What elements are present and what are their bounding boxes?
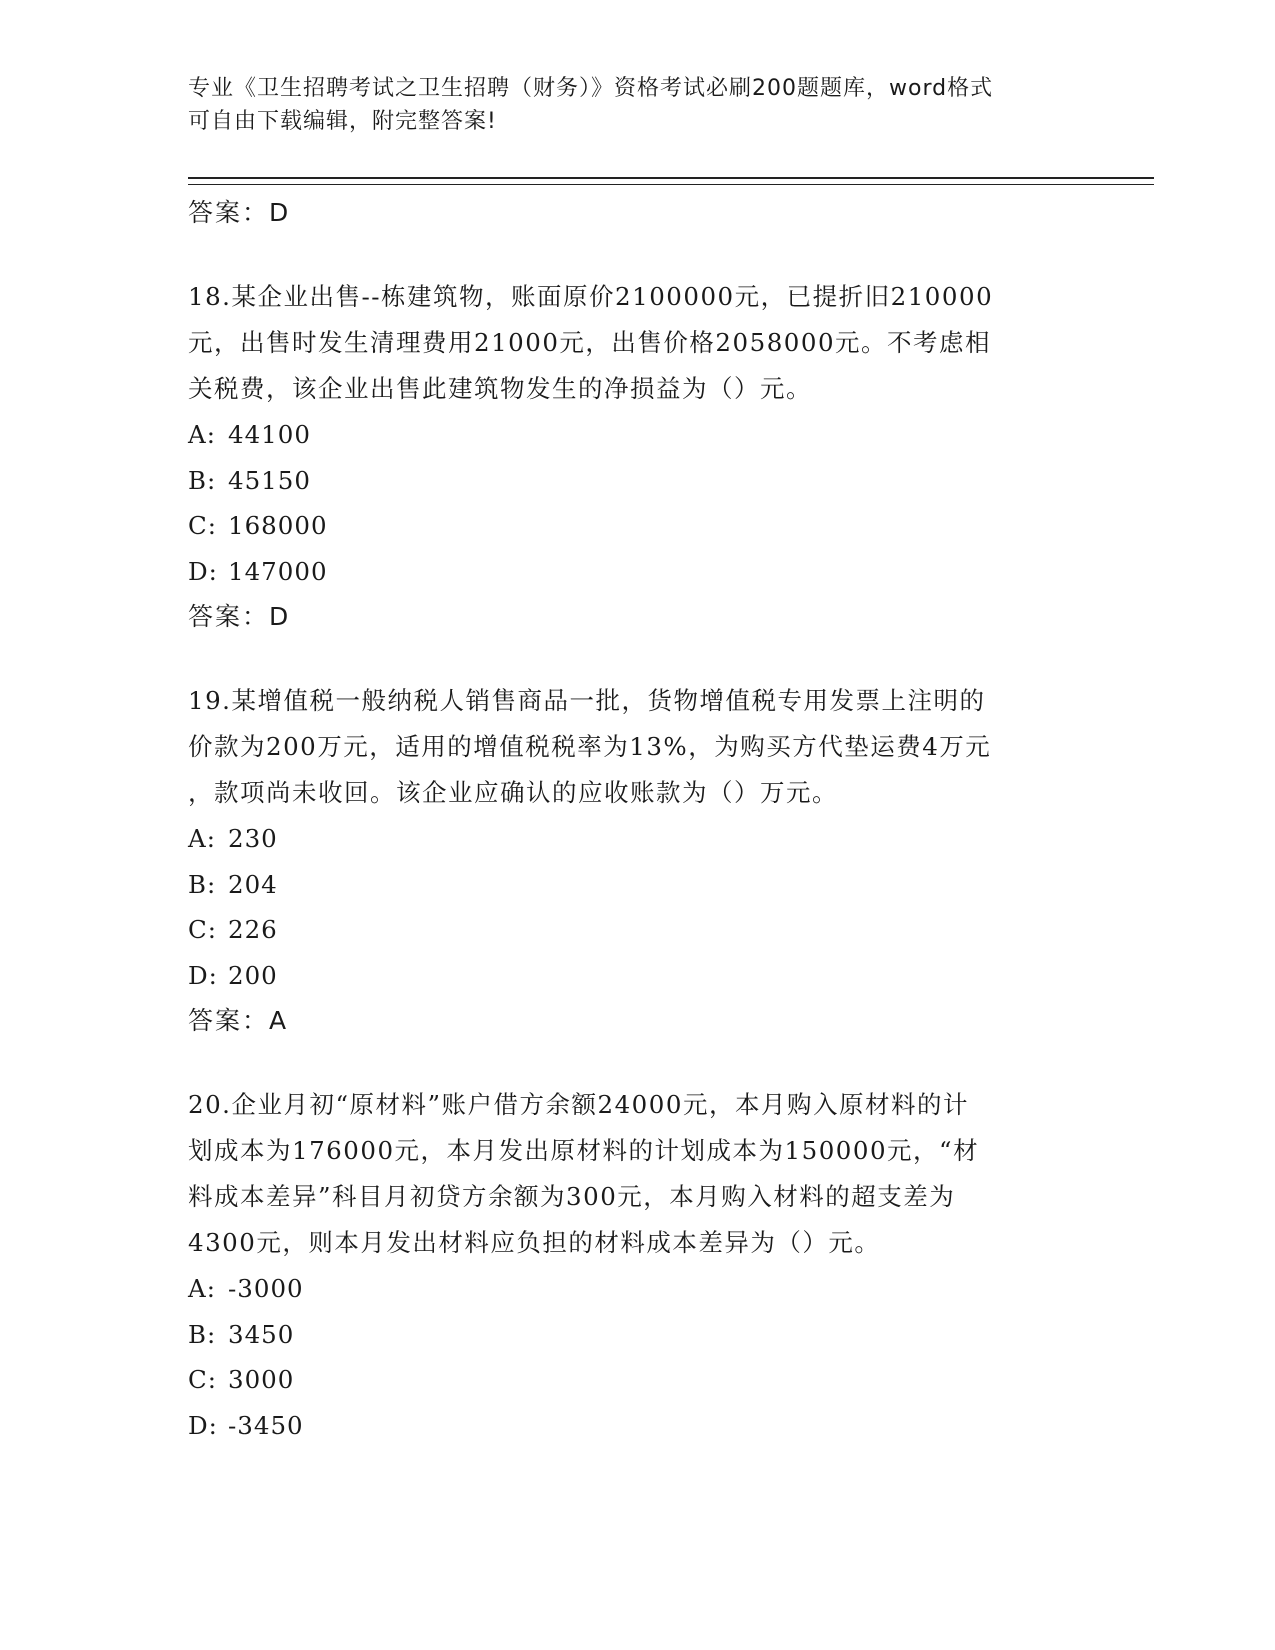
option-c — [188, 1357, 1088, 1403]
option-value: 204 — [228, 869, 278, 899]
stem-line: 18.某企业出售--栋建筑物，账面原价2100000元，已提折旧210000 — [188, 282, 994, 311]
option-b — [188, 1312, 1088, 1358]
option-key: B: — [188, 869, 217, 899]
option-value: 3450 — [228, 1319, 295, 1349]
option-b — [188, 458, 1088, 504]
stem-line: 19.某增值税一般纳税人销售商品一批，货物增值税专用发票上注明的 — [188, 686, 986, 715]
option-key: A: — [188, 1274, 216, 1303]
stem-line: 20.企业月初“原材料”账户借方余额24000元，本月购入原材料的计 — [188, 1090, 969, 1119]
option-key: C: — [188, 511, 218, 540]
stem-line: 料成本差异”科目月初贷方余额为300元，本月购入材料的超支差为 — [188, 1182, 956, 1211]
answer-line: 答案：D — [188, 602, 291, 631]
question-20 — [188, 1082, 1088, 1448]
header-title-line-1: 专业《卫生招聘考试之卫生招聘（财务）》资格考试必刷200题题库，word格式 — [188, 76, 994, 101]
question-stem — [188, 678, 1088, 816]
option-key: A: — [188, 420, 216, 449]
option-value: 147000 — [228, 556, 328, 586]
header-title-line-2: 可自由下载编辑，附完整答案! — [188, 109, 497, 134]
option-c — [188, 503, 1088, 549]
stem-line: 划成本为176000元，本月发出原材料的计划成本为150000元，“材 — [188, 1136, 980, 1165]
option-value: 44100 — [228, 420, 311, 449]
answer-line: 答案：A — [188, 1006, 289, 1035]
option-a — [188, 412, 1088, 458]
stem-line: 关税费，该企业出售此建筑物发生的净损益为（）元。 — [188, 374, 812, 403]
question-stem — [188, 1082, 1088, 1266]
option-value: 3000 — [228, 1365, 295, 1394]
option-value: 230 — [228, 824, 278, 853]
header-divider — [188, 177, 1154, 185]
option-key: A: — [188, 824, 216, 853]
option-d — [188, 953, 1088, 999]
page-header — [188, 72, 1088, 138]
option-key: D: — [188, 960, 218, 990]
option-b — [188, 862, 1088, 908]
question-stem — [188, 274, 1088, 412]
option-value: 45150 — [228, 465, 311, 495]
option-key: D: — [188, 556, 218, 586]
question-18 — [188, 274, 1088, 640]
option-value: 200 — [228, 960, 278, 990]
option-c — [188, 907, 1088, 953]
option-key: B: — [188, 1319, 217, 1349]
option-value: 226 — [228, 915, 278, 944]
stem-line: 价款为200万元，适用的增值税税率为13%，为购买方代垫运费4万元 — [188, 732, 992, 761]
option-a — [188, 816, 1088, 862]
option-key: B: — [188, 465, 217, 495]
stem-line: 4300元，则本月发出材料应负担的材料成本差异为（）元。 — [188, 1228, 881, 1257]
option-value: -3450 — [228, 1410, 304, 1440]
question-19 — [188, 678, 1088, 1044]
option-key: C: — [188, 1365, 218, 1394]
stem-line: 元，出售时发生清理费用21000元，出售价格2058000元。不考虑相 — [188, 328, 992, 357]
option-value: 168000 — [228, 511, 328, 540]
option-key: D: — [188, 1410, 218, 1440]
option-key: C: — [188, 915, 218, 944]
option-a — [188, 1266, 1088, 1312]
stem-line: ，款项尚未收回。该企业应确认的应收账款为（）万元。 — [188, 778, 838, 807]
option-value: -3000 — [228, 1274, 304, 1303]
document-body — [188, 190, 1088, 1486]
option-d — [188, 1403, 1088, 1449]
option-d — [188, 549, 1088, 595]
answer-line: 答案：D — [188, 198, 291, 227]
